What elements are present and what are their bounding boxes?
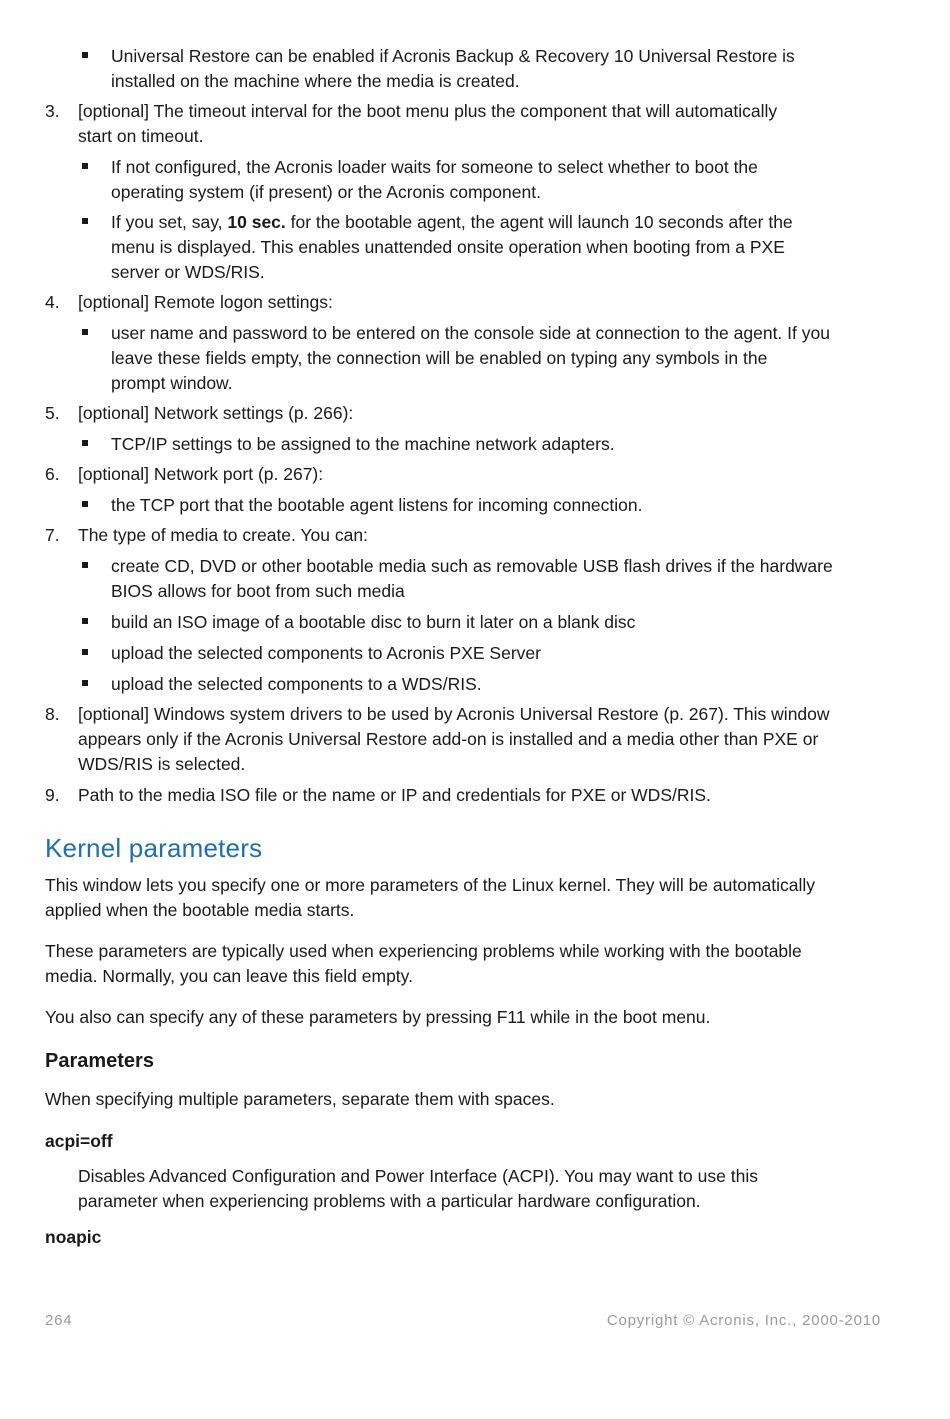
paragraph-line: media. Normally, you can leave this field empty.	[45, 966, 413, 986]
list-line: WDS/RIS is selected.	[78, 754, 246, 774]
list-number: 6.	[45, 464, 60, 484]
list-line: create CD, DVD or other bootable media such as removable USB flash drives if the hardware	[111, 556, 833, 576]
bullet-marker	[82, 680, 88, 686]
list-line: If not configured, the Acronis loader waits for someone to select whether to boot the	[111, 157, 758, 177]
list-number: 8.	[45, 704, 60, 724]
text-run: If you set, say,	[111, 212, 228, 232]
list-line: [optional] Remote logon settings:	[78, 292, 333, 312]
bullet-marker	[82, 501, 88, 507]
bullet-marker	[82, 218, 88, 224]
bullet-marker	[82, 163, 88, 169]
page-number: 264	[45, 1312, 73, 1329]
list-line: Path to the media ISO file or the name or IP and credentials for PXE or WDS/RIS.	[78, 785, 711, 805]
list-line: TCP/IP settings to be assigned to the machine network adapters.	[111, 434, 615, 454]
list-line: [optional] Windows system drivers to be used by Acronis Universal Restore (p. 267). This window	[78, 704, 830, 724]
list-line: the TCP port that the bootable agent listens for incoming connection.	[111, 495, 643, 515]
list-line: start on timeout.	[78, 126, 204, 146]
copyright-notice: Copyright © Acronis, Inc., 2000-2010	[606, 1312, 881, 1329]
parameter-term: acpi=off	[45, 1131, 113, 1151]
bullet-marker	[82, 440, 88, 446]
list-line: Universal Restore can be enabled if Acronis Backup & Recovery 10 Universal Restore is	[111, 46, 795, 66]
list-line: BIOS allows for boot from such media	[111, 581, 405, 601]
list-number: 7.	[45, 525, 60, 545]
paragraph-line: When specifying multiple parameters, separate them with spaces.	[45, 1089, 555, 1109]
list-line: menu is displayed. This enables unattended onsite operation when booting from a PXE	[111, 237, 785, 257]
list-line: prompt window.	[111, 373, 233, 393]
paragraph-line: These parameters are typically used when experiencing problems while working with the bootable	[45, 941, 802, 961]
list-line: [optional] Network port (p. 267):	[78, 464, 324, 484]
sub-heading: Parameters	[45, 1050, 154, 1072]
list-line: operating system (if present) or the Acronis component.	[111, 182, 541, 202]
text-run: for the bootable agent, the agent will launch 10 seconds after the	[285, 212, 793, 232]
list-number: 9.	[45, 785, 60, 805]
list-line: upload the selected components to Acronis PXE Server	[111, 643, 541, 663]
list-number: 3.	[45, 101, 60, 121]
list-line: user name and password to be entered on the console side at connection to the agent. If you	[111, 323, 830, 343]
bullet-marker	[82, 562, 88, 568]
list-line	[111, 210, 793, 235]
list-number: 4.	[45, 292, 60, 312]
paragraph-line: applied when the bootable media starts.	[45, 900, 355, 920]
bullet-marker	[82, 52, 88, 58]
paragraph-line: You also can specify any of these parameters by pressing F11 while in the boot menu.	[45, 1007, 711, 1027]
list-line: installed on the machine where the media is created.	[111, 71, 520, 91]
bullet-marker	[82, 329, 88, 335]
list-line: [optional] The timeout interval for the boot menu plus the component that will automatically	[78, 101, 778, 121]
list-line: server or WDS/RIS.	[111, 262, 265, 282]
list-number: 5.	[45, 403, 60, 423]
bullet-marker	[82, 649, 88, 655]
list-line: build an ISO image of a bootable disc to burn it later on a blank disc	[111, 612, 636, 632]
parameter-description: Disables Advanced Configuration and Power Interface (ACPI). You may want to use this	[78, 1166, 758, 1186]
list-line: appears only if the Acronis Universal Restore add-on is installed and a media other than PXE or	[78, 729, 819, 749]
paragraph-line: This window lets you specify one or more parameters of the Linux kernel. They will be automatically	[45, 875, 816, 895]
parameter-description: parameter when experiencing problems with a particular hardware configuration.	[78, 1191, 701, 1211]
parameter-term: noapic	[45, 1227, 102, 1247]
bullet-marker	[82, 618, 88, 624]
bold-text: 10 sec.	[227, 212, 286, 232]
section-heading: Kernel parameters	[45, 833, 263, 863]
list-line: leave these fields empty, the connection will be enabled on typing any symbols in the	[111, 348, 768, 368]
list-line: upload the selected components to a WDS/RIS.	[111, 674, 482, 694]
list-line: [optional] Network settings (p. 266):	[78, 403, 354, 423]
list-line: The type of media to create. You can:	[78, 525, 368, 545]
